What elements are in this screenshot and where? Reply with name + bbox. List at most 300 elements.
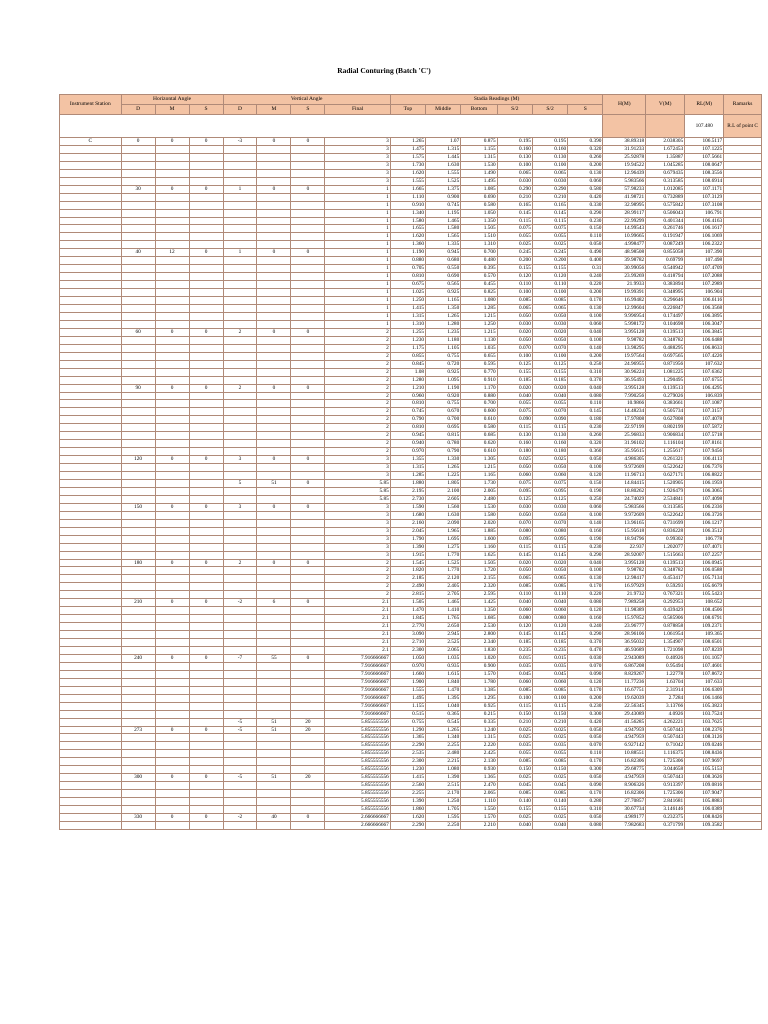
cell-v-sec: 0 xyxy=(291,185,325,193)
cell-v: 0.522642 xyxy=(646,464,685,472)
cell-h-sec: 0 xyxy=(189,384,223,392)
cell-v: 0.087249 xyxy=(646,241,685,249)
cell-rl: 106.6488 xyxy=(685,336,724,344)
cell-h-deg xyxy=(121,535,155,543)
cell-v-sec xyxy=(291,392,325,400)
cell-top: 1.860 xyxy=(390,806,425,814)
header-remarks: Ramarks xyxy=(724,95,762,115)
cell-v-min xyxy=(257,153,291,161)
cell-h-sec xyxy=(189,376,223,384)
cell-s: 0.390 xyxy=(568,138,603,146)
cell-remarks xyxy=(724,702,762,710)
cell-v-deg xyxy=(223,742,257,750)
cell-middle: 1.265 xyxy=(426,726,461,734)
cell-h-deg: 30 xyxy=(121,185,155,193)
cell-rl: 106.3047 xyxy=(685,320,724,328)
cell-v-deg xyxy=(223,233,257,241)
cell-top: 1.655 xyxy=(390,225,425,233)
cell-h-min xyxy=(155,527,189,535)
cell-s: 0.080 xyxy=(568,392,603,400)
cell-h-deg xyxy=(121,798,155,806)
table-row xyxy=(60,575,762,583)
cell-s: 0.370 xyxy=(568,639,603,647)
cell-v-min xyxy=(257,527,291,535)
cell-station xyxy=(60,145,122,153)
cell-half-s-1: 0.085 xyxy=(497,583,532,591)
cell-half-s-2: 0.185 xyxy=(532,639,567,647)
cell-v-min xyxy=(257,670,291,678)
header-stadia-readings: Stadia Readings (M) xyxy=(390,95,603,105)
cell-h-deg xyxy=(121,440,155,448)
cell-v: 0.731699 xyxy=(646,519,685,527)
cell-v-min xyxy=(257,519,291,527)
cell-station xyxy=(60,368,122,376)
cell-s: 0.120 xyxy=(568,472,603,480)
base-h-cell xyxy=(603,115,646,138)
cell-h: 24.96955 xyxy=(603,360,646,368)
cell-s: 0.310 xyxy=(568,368,603,376)
cell-bottom: 1.505 xyxy=(461,225,497,233)
cell-bottom: 1.425 xyxy=(461,599,497,607)
cell-h-deg xyxy=(121,615,155,623)
cell-top: 2.160 xyxy=(390,519,425,527)
cell-h-sec xyxy=(189,336,223,344)
cell-half-s-2: 0.100 xyxy=(532,289,567,297)
cell-h-deg xyxy=(121,702,155,710)
cell-v-deg: -3 xyxy=(223,138,257,146)
cell-half-s-1: 0.075 xyxy=(497,408,532,416)
cell-h-min xyxy=(155,368,189,376)
cell-h: 5.998172 xyxy=(603,320,646,328)
cell-final: 5.855555556 xyxy=(325,782,390,790)
cell-h-deg xyxy=(121,241,155,249)
cell-h-min: 12 xyxy=(155,249,189,257)
cell-v-sec xyxy=(291,591,325,599)
cell-middle: 1.465 xyxy=(426,599,461,607)
cell-remarks xyxy=(724,217,762,225)
cell-rl: 106.3895 xyxy=(685,312,724,320)
cell-middle: 0.550 xyxy=(426,265,461,273)
cell-half-s-1: 0.145 xyxy=(497,631,532,639)
cell-bottom: 1.730 xyxy=(461,479,497,487)
cell-v-sec xyxy=(291,686,325,694)
cell-rl: 107.3108 xyxy=(685,201,724,209)
cell-half-s-1: 0.025 xyxy=(497,814,532,822)
cell-middle: 2.605 xyxy=(426,495,461,503)
base-v-cell xyxy=(646,115,685,138)
cell-bottom: 2.800 xyxy=(461,631,497,639)
cell-h-deg xyxy=(121,567,155,575)
cell-final: 1 xyxy=(325,249,390,257)
cell-h-deg xyxy=(121,742,155,750)
cell-h: 3.995128 xyxy=(603,559,646,567)
cell-half-s-2: 0.155 xyxy=(532,368,567,376)
cell-h-sec: 0 xyxy=(189,138,223,146)
cell-final: 3 xyxy=(325,535,390,543)
cell-v-sec: 20 xyxy=(291,726,325,734)
cell-v-min xyxy=(257,487,291,495)
cell-s: 0.050 xyxy=(568,814,603,822)
cell-v-deg xyxy=(223,281,257,289)
cell-top: 1.790 xyxy=(390,535,425,543)
cell-remarks xyxy=(724,766,762,774)
cell-s: 0.190 xyxy=(568,535,603,543)
cell-bottom: 1.215 xyxy=(461,312,497,320)
cell-middle: 0.720 xyxy=(426,360,461,368)
cell-v: 1.255617 xyxy=(646,448,685,456)
cell-remarks xyxy=(724,320,762,328)
cell-rl: 106.3512 xyxy=(685,527,724,535)
cell-h-min xyxy=(155,575,189,583)
cell-s: 0.130 xyxy=(568,305,603,313)
cell-s: 0.100 xyxy=(568,312,603,320)
cell-half-s-1: 0.020 xyxy=(497,559,532,567)
cell-v-deg xyxy=(223,790,257,798)
cell-bottom: 1.530 xyxy=(461,161,497,169)
cell-bottom: 0.900 xyxy=(461,662,497,670)
cell-half-s-1: 0.065 xyxy=(497,575,532,583)
cell-v-min xyxy=(257,241,291,249)
cell-h-deg xyxy=(121,631,155,639)
cell-rl: 107.3129 xyxy=(685,193,724,201)
cell-rl: 106.1466 xyxy=(685,694,724,702)
cell-rl: 107.4226 xyxy=(685,352,724,360)
cell-middle: 0.900 xyxy=(426,193,461,201)
cell-station xyxy=(60,440,122,448)
cell-h-deg xyxy=(121,360,155,368)
table-row xyxy=(60,750,762,758)
cell-v-min xyxy=(257,352,291,360)
cell-h-min xyxy=(155,201,189,209)
cell-v: 0.292953 xyxy=(646,599,685,607)
cell-half-s-2: 0.100 xyxy=(532,352,567,360)
cell-h-sec xyxy=(189,782,223,790)
table-row xyxy=(60,790,762,798)
cell-v: 2.7284 xyxy=(646,694,685,702)
cell-half-s-1: 0.200 xyxy=(497,257,532,265)
table-row xyxy=(60,305,762,313)
cell-remarks xyxy=(724,639,762,647)
cell-top: 1.660 xyxy=(390,670,425,678)
cell-remarks xyxy=(724,328,762,336)
cell-remarks xyxy=(724,177,762,185)
cell-s: 0.160 xyxy=(568,615,603,623)
base-row xyxy=(60,115,762,138)
cell-h-sec xyxy=(189,662,223,670)
cell-final: 7.916666667 xyxy=(325,670,390,678)
cell-rl: 109.0246 xyxy=(685,742,724,750)
cell-bottom: 0.770 xyxy=(461,368,497,376)
cell-station xyxy=(60,281,122,289)
cell-final: 1 xyxy=(325,305,390,313)
cell-v-sec xyxy=(291,289,325,297)
table-row xyxy=(60,670,762,678)
cell-middle: 1.265 xyxy=(426,464,461,472)
cell-remarks xyxy=(724,479,762,487)
cell-h: 36.95493 xyxy=(603,376,646,384)
cell-h: 19.62039 xyxy=(603,694,646,702)
cell-half-s-1: 0.290 xyxy=(497,185,532,193)
cell-h: 41.56285 xyxy=(603,718,646,726)
cell-half-s-2: 0.150 xyxy=(532,710,567,718)
cell-h-min xyxy=(155,281,189,289)
cell-half-s-2: 0.025 xyxy=(532,726,567,734)
cell-half-s-1: 0.030 xyxy=(497,503,532,511)
cell-rl: 108.6914 xyxy=(685,177,724,185)
cell-final: 2.1 xyxy=(325,623,390,631)
cell-s: 0.070 xyxy=(568,662,603,670)
cell-h-min xyxy=(155,297,189,305)
cell-h-deg xyxy=(121,193,155,201)
cell-rl: 107.4098 xyxy=(685,495,724,503)
cell-remarks xyxy=(724,138,762,146)
cell-half-s-2: 0.095 xyxy=(532,487,567,495)
table-row xyxy=(60,233,762,241)
cell-h-deg: 90 xyxy=(121,384,155,392)
cell-station xyxy=(60,376,122,384)
cell-h-min xyxy=(155,766,189,774)
table-row xyxy=(60,798,762,806)
table-row xyxy=(60,400,762,408)
cell-h-sec xyxy=(189,193,223,201)
cell-h: 16.82306 xyxy=(603,790,646,798)
cell-h: 41.98721 xyxy=(603,193,646,201)
cell-half-s-2: 0.115 xyxy=(532,702,567,710)
cell-half-s-1: 0.070 xyxy=(497,344,532,352)
cell-remarks xyxy=(724,654,762,662)
cell-h: 24.74029 xyxy=(603,495,646,503)
cell-middle: 1.190 xyxy=(426,384,461,392)
cell-h-deg: 210 xyxy=(121,599,155,607)
cell-half-s-2: 0.030 xyxy=(532,320,567,328)
cell-v-deg xyxy=(223,647,257,655)
cell-bottom: 1.285 xyxy=(461,305,497,313)
cell-v: 0.836228 xyxy=(646,527,685,535)
cell-h-deg xyxy=(121,424,155,432)
cell-remarks xyxy=(724,814,762,822)
cell-h-min xyxy=(155,169,189,177)
cell-half-s-2: 0.070 xyxy=(532,519,567,527)
cell-remarks xyxy=(724,289,762,297)
cell-bottom: 0.620 xyxy=(461,440,497,448)
cell-v-deg xyxy=(223,464,257,472)
cell-s: 0.230 xyxy=(568,424,603,432)
cell-remarks xyxy=(724,312,762,320)
cell-h: 12.98417 xyxy=(603,575,646,583)
cell-v-sec: 0 xyxy=(291,814,325,822)
cell-bottom: 2.210 xyxy=(461,821,497,829)
cell-v-min xyxy=(257,472,291,480)
cell-v: 4.262221 xyxy=(646,718,685,726)
cell-half-s-1: 0.120 xyxy=(497,273,532,281)
cell-half-s-2: 0.115 xyxy=(532,217,567,225)
cell-h: 31.91233 xyxy=(603,145,646,153)
cell-h: 3.995128 xyxy=(603,384,646,392)
cell-v: 0.802199 xyxy=(646,424,685,432)
cell-final: 1 xyxy=(325,312,390,320)
cell-v-sec xyxy=(291,806,325,814)
cell-h: 4.947959 xyxy=(603,726,646,734)
cell-station xyxy=(60,710,122,718)
cell-h: 6.867208 xyxy=(603,662,646,670)
cell-middle: 0.755 xyxy=(426,352,461,360)
cell-middle: 1.595 xyxy=(426,814,461,822)
cell-bottom: 1.050 xyxy=(461,209,497,217)
table-row xyxy=(60,631,762,639)
cell-middle: 0.745 xyxy=(426,201,461,209)
cell-rl: 106.1217 xyxy=(685,519,724,527)
cell-v-min xyxy=(257,631,291,639)
cell-middle: 2.705 xyxy=(426,591,461,599)
table-row xyxy=(60,201,762,209)
cell-bottom: 2.470 xyxy=(461,782,497,790)
cell-h: 30.96224 xyxy=(603,368,646,376)
cell-middle: 1.445 xyxy=(426,153,461,161)
cell-v-deg xyxy=(223,265,257,273)
cell-final: 7.916666667 xyxy=(325,686,390,694)
cell-bottom: 2.320 xyxy=(461,583,497,591)
cell-half-s-1: 0.110 xyxy=(497,591,532,599)
cell-v-min xyxy=(257,742,291,750)
header-instrument-station: Instrument Station xyxy=(60,95,122,115)
cell-h-deg xyxy=(121,511,155,519)
cell-remarks xyxy=(724,758,762,766)
cell-h-sec xyxy=(189,440,223,448)
cell-v-min xyxy=(257,297,291,305)
cell-v-min xyxy=(257,551,291,559)
cell-remarks xyxy=(724,662,762,670)
cell-v-deg xyxy=(223,487,257,495)
cell-middle: 0.935 xyxy=(426,662,461,670)
cell-middle: 0.780 xyxy=(426,440,461,448)
cell-v: 0.913397 xyxy=(646,782,685,790)
cell-top: 1.355 xyxy=(390,456,425,464)
cell-top: 0.755 xyxy=(390,718,425,726)
cell-top: 1.390 xyxy=(390,798,425,806)
cell-half-s-1: 0.030 xyxy=(497,320,532,328)
cell-h-deg xyxy=(121,821,155,829)
cell-s: 0.110 xyxy=(568,400,603,408)
cell-remarks xyxy=(724,535,762,543)
cell-v-sec xyxy=(291,662,325,670)
cell-rl: 108.6501 xyxy=(685,639,724,647)
cell-h-min xyxy=(155,543,189,551)
cell-h-sec xyxy=(189,718,223,726)
cell-h-deg xyxy=(121,161,155,169)
cell-h-deg xyxy=(121,448,155,456)
cell-station xyxy=(60,511,122,519)
cell-v-min: 0 xyxy=(257,328,291,336)
cell-half-s-2: 0.200 xyxy=(532,257,567,265)
cell-half-s-2: 0.050 xyxy=(532,511,567,519)
cell-half-s-1: 0.075 xyxy=(497,225,532,233)
cell-v-deg: 2 xyxy=(223,559,257,567)
cell-top: 1.310 xyxy=(390,320,425,328)
cell-top: 1.470 xyxy=(390,607,425,615)
cell-v-sec xyxy=(291,790,325,798)
cell-final: 5.855555556 xyxy=(325,734,390,742)
cell-v-deg xyxy=(223,352,257,360)
cell-v-min xyxy=(257,440,291,448)
cell-v-min xyxy=(257,734,291,742)
cell-h-sec xyxy=(189,647,223,655)
cell-s: 0.230 xyxy=(568,543,603,551)
cell-half-s-2: 0.085 xyxy=(532,583,567,591)
cell-remarks xyxy=(724,161,762,169)
cell-middle: 0.670 xyxy=(426,408,461,416)
cell-v-deg xyxy=(223,368,257,376)
cell-h: 11.77236 xyxy=(603,678,646,686)
cell-v-min xyxy=(257,782,291,790)
cell-h-deg xyxy=(121,344,155,352)
cell-v: 0.767321 xyxy=(646,591,685,599)
cell-bottom: 0.480 xyxy=(461,257,497,265)
cell-remarks xyxy=(724,209,762,217)
cell-station xyxy=(60,185,122,193)
cell-final: 3 xyxy=(325,543,390,551)
cell-middle: 1.280 xyxy=(426,320,461,328)
cell-h-sec xyxy=(189,344,223,352)
cell-station xyxy=(60,416,122,424)
cell-half-s-1: 0.115 xyxy=(497,424,532,432)
cell-rl: 108.652 xyxy=(685,599,724,607)
cell-final: 2 xyxy=(325,360,390,368)
cell-h-deg: 60 xyxy=(121,328,155,336)
cell-v: 0.439429 xyxy=(646,607,685,615)
cell-top: 1.255 xyxy=(390,328,425,336)
cell-rl: 105.6679 xyxy=(685,583,724,591)
cell-v-deg xyxy=(223,169,257,177)
cell-top: 0.810 xyxy=(390,424,425,432)
cell-middle: 1.350 xyxy=(426,305,461,313)
cell-top: 1.845 xyxy=(390,615,425,623)
cell-half-s-2: 0.040 xyxy=(532,599,567,607)
cell-bottom: 0.690 xyxy=(461,193,497,201)
cell-rl: 106.4163 xyxy=(685,217,724,225)
cell-half-s-2: 0.025 xyxy=(532,774,567,782)
cell-final: 3 xyxy=(325,145,390,153)
cell-station xyxy=(60,615,122,623)
cell-v: 1.045285 xyxy=(646,161,685,169)
cell-bottom: 1.295 xyxy=(461,694,497,702)
cell-v-deg xyxy=(223,193,257,201)
cell-v-deg xyxy=(223,440,257,448)
cell-v-min xyxy=(257,145,291,153)
cell-v-deg xyxy=(223,782,257,790)
cell-v-deg: 2 xyxy=(223,384,257,392)
cell-remarks xyxy=(724,352,762,360)
cell-half-s-1: 0.160 xyxy=(497,440,532,448)
cell-v: 2.841681 xyxy=(646,798,685,806)
cell-h-min xyxy=(155,241,189,249)
cell-half-s-2: 0.060 xyxy=(532,678,567,686)
cell-middle: 2.515 xyxy=(426,782,461,790)
cell-bottom: 2.005 xyxy=(461,487,497,495)
cell-rl: 106.3726 xyxy=(685,511,724,519)
cell-v: 2.534841 xyxy=(646,495,685,503)
cell-half-s-2: 0.070 xyxy=(532,344,567,352)
cell-s: 0.200 xyxy=(568,352,603,360)
table-row xyxy=(60,479,762,487)
page-title: Radial Conturing (Batch 'C') xyxy=(337,66,431,75)
cell-s: 0.040 xyxy=(568,328,603,336)
cell-v-deg xyxy=(223,289,257,297)
cell-final: 3 xyxy=(325,169,390,177)
cell-h-min xyxy=(155,336,189,344)
cell-top: 0.855 xyxy=(390,352,425,360)
cell-middle: 1.395 xyxy=(426,694,461,702)
subheader-half-s-1: S/2 xyxy=(497,105,532,115)
